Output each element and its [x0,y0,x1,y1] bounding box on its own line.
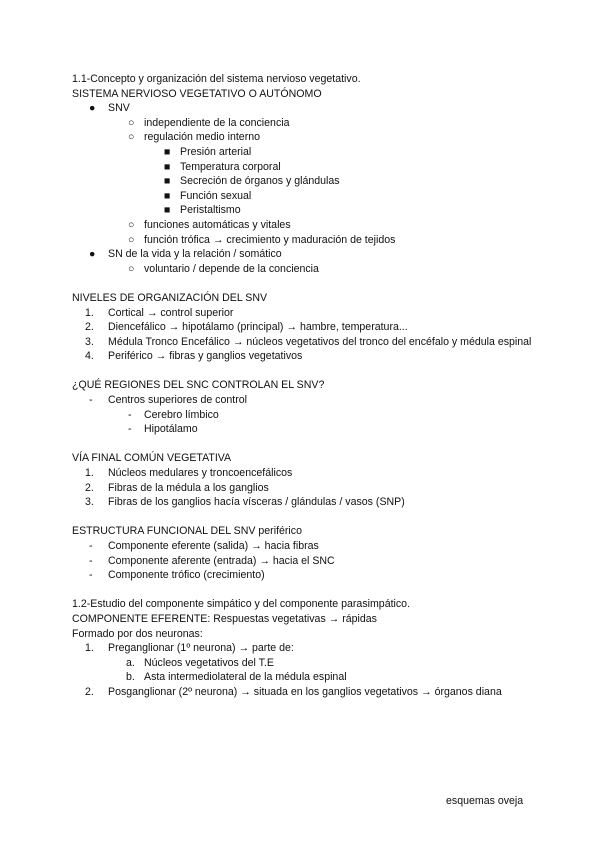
section-6-intro: Formado por dos neuronas: [72,627,203,640]
section-5-title: ESTRUCTURA FUNCIONAL DEL SNV periférico [72,525,302,538]
list-item: ● SNV [89,102,130,115]
bullet-hollow-icon: ○ [128,116,135,129]
list-item: b. Asta intermediolateral de la médula espinal [126,671,347,684]
list-item: - Componente trófico (crecimiento) [89,569,265,582]
list-item: ■ Función sexual [164,189,252,202]
list-item: 2. Posganglionar (2º neurona) → situada en los ganglios vegetativos → órganos diana [85,685,502,698]
list-item: ○ regulación medio interno [128,131,261,144]
list-item: ● SN de la vida y la relación / somático [89,248,282,261]
bullet-square-icon: ■ [164,175,171,188]
list-item: ○ voluntario / depende de la conciencia [128,262,319,275]
bullet-hollow-icon: ○ [128,262,135,275]
section-6-subtitle: COMPONENTE EFERENTE: Respuestas vegetativas → rápidas [72,612,377,625]
list-item: ○ independiente de la conciencia [128,116,290,129]
list-item: - Componente aferente (entrada) → hacia el SNC [89,554,335,567]
list-item: 4. Periférico → fibras y ganglios vegetativos [85,350,303,363]
bullet-hollow-icon: ○ [128,218,135,231]
list-item: - Componente eferente (salida) → hacia fibras [89,540,319,552]
section-3-title: ¿QUÉ REGIONES DEL SNC CONTROLAN EL SNV? [72,379,325,392]
bullet-filled-icon: ● [89,102,96,115]
bullet-square-icon: ■ [164,204,171,217]
bullet-hollow-icon: ○ [128,131,135,144]
list-item: 2. Diencefálico → hipotálamo (principal) → hambre, temperatura... [85,321,408,334]
list-item: - Centros superiores de control [89,394,247,407]
section-2-title: NIVELES DE ORGANIZACIÓN DEL SNV [72,291,268,304]
list-item: 2. Fibras de la médula a los ganglios [85,481,269,494]
section-1-title: 1.1-Concepto y organización del sistema nervioso vegetativo. [72,73,361,85]
bullet-square-icon: ■ [164,160,171,173]
document-body [72,72,542,700]
list-item: ○ función trófica → crecimiento y maduración de tejidos [128,233,396,246]
list-item: - Cerebro límbico [128,408,219,421]
list-item: 1. Núcleos medulares y troncoencefálicos [85,467,293,480]
list-item: ■ Presión arterial [164,145,252,158]
list-item: ■ Peristaltismo [164,204,241,217]
list-item: ■ Temperatura corporal [164,160,281,173]
bullet-square-icon: ■ [164,189,171,202]
bullet-filled-icon: ● [89,248,96,261]
section-1-subtitle: SISTEMA NERVIOSO VEGETATIVO O AUTÓNOMO [72,87,322,100]
list-item: 3. Fibras de los ganglios hacía vísceras / glándulas / vasos (SNP) [85,496,405,509]
list-item: ■ Secreción de órganos y glándulas [164,175,340,188]
list-item: ○ funciones automáticas y vitales [128,218,291,231]
footer-text: esquemas oveja [446,795,524,807]
list-item: a. Núcleos vegetativos del T.E [126,656,274,669]
section-6-title: 1.2-Estudio del componente simpático y del componente parasimpático. [72,598,411,611]
section-4-title: VÍA FINAL COMÚN VEGETATIVA [72,452,232,465]
list-item: 3. Médula Tronco Encefálico → núcleos vegetativos del tronco del encéfalo y médula espinal [85,335,532,348]
list-item: 1. Cortical → control superior [85,306,234,319]
bullet-hollow-icon: ○ [128,233,135,246]
list-item: - Hipotálamo [128,423,198,436]
bullet-square-icon: ■ [164,145,171,158]
list-item: 1. Preganglionar (1º neurona) → parte de: [85,642,294,655]
